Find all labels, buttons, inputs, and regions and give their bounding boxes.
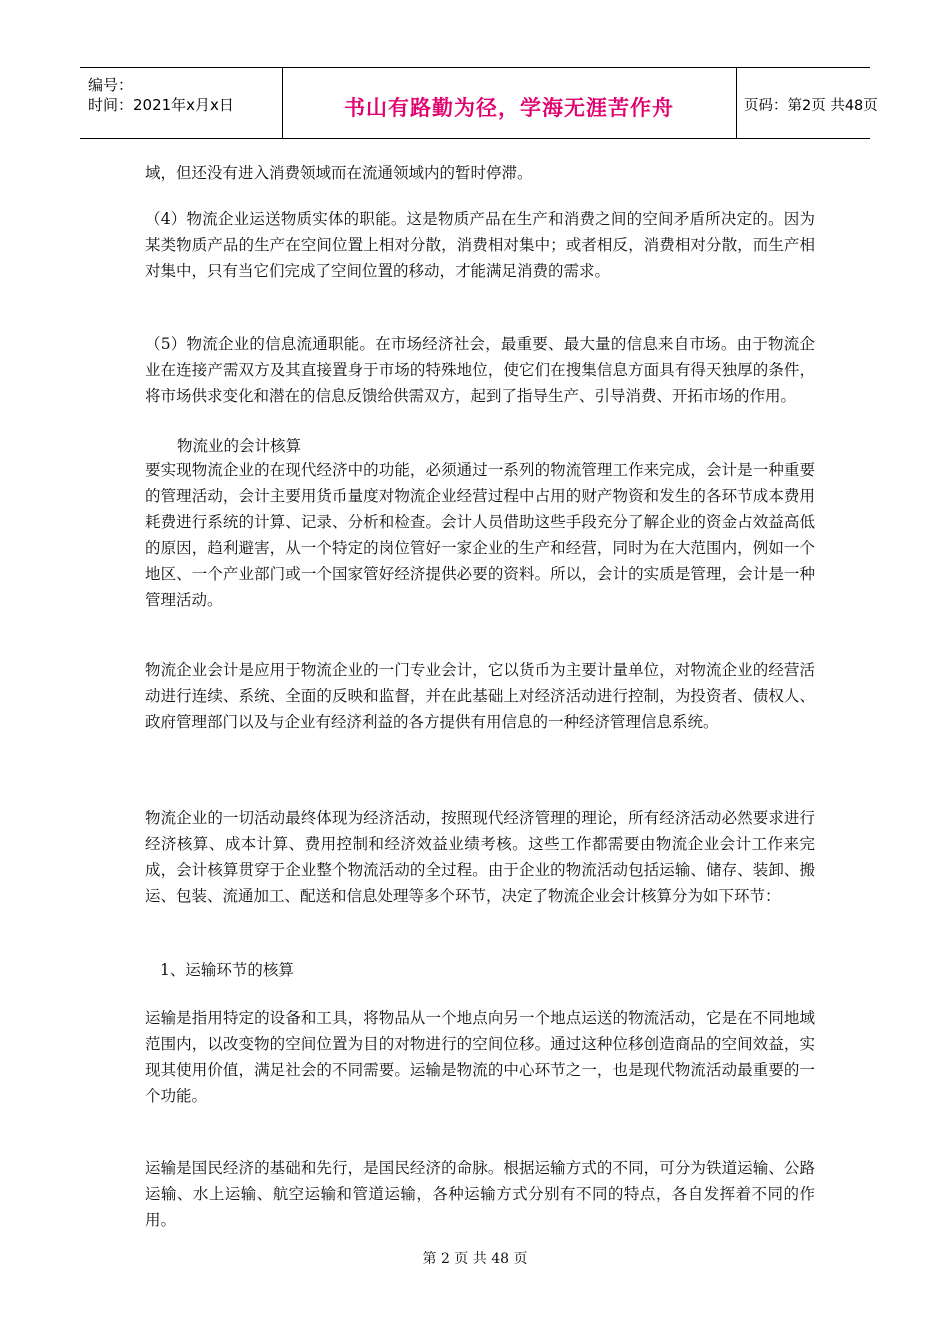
date-label: 时间：2021年x月x日 bbox=[88, 96, 234, 114]
document-header bbox=[80, 67, 878, 139]
motto-text: 书山有路勤为径，学海无涯苦作舟 bbox=[344, 96, 674, 120]
page-footer: 第 2 页 共 48 页 bbox=[422, 1251, 528, 1267]
header-left-cell bbox=[80, 68, 283, 138]
section-heading: 物流业的会计核算 bbox=[177, 437, 302, 455]
header-motto-cell bbox=[282, 68, 737, 138]
paragraph: 物流企业会计是应用于物流企业的一门专业会计，它以货币为主要计量单位，对物流企业的经营活动进行连续、系统、全面的反映和监督，并在此基础上对经济活动进行控制，为投资者、债权人、政府管理部门以及与企业有经济利益的各方提供有用信息的一种经济管理信息系统。 bbox=[145, 661, 815, 731]
paragraph: 域，但还没有进入消费领域而在流通领域内的暂时停滞。 bbox=[145, 164, 533, 182]
subsection-heading: 1、运输环节的核算 bbox=[160, 961, 294, 979]
paragraph: 物流企业的一切活动最终体现为经济活动，按照现代经济管理的理论，所有经济活动必然要求进行经济核算、成本计算、费用控制和经济效益业绩考核。这些工作都需要由物流企业会计工作来完成，会计核算贯穿于企业整个物流活动的全过程。由于企业的物流活动包括运输、储存、装卸、搬运、包装、流通加工、配送和信息处理等多个环节，决定了物流企业会计核算分为如下环节： bbox=[145, 809, 815, 905]
paragraph: 运输是指用特定的设备和工具，将物品从一个地点向另一个地点运送的物流活动，它是在不同地域范围内，以改变物的空间位置为目的对物进行的空间位移。通过这种位移创造商品的空间效益，实现其使用价值，满足社会的不同需要。运输是物流的中心环节之一，也是现代物流活动最重要的一个功能。 bbox=[145, 1009, 815, 1105]
page-info: 页码：第2页 共48页 bbox=[744, 98, 878, 114]
header-right-cell bbox=[736, 68, 878, 138]
paragraph: 运输是国民经济的基础和先行，是国民经济的命脉。根据运输方式的不同，可分为铁道运输、公路运输、水上运输、航空运输和管道运输，各种运输方式分别有不同的特点，各自发挥着不同的作用。 bbox=[145, 1159, 815, 1229]
paragraph: （4）物流企业运送物质实体的职能。这是物质产品在生产和消费之间的空间矛盾所决定的。因为某类物质产品的生产在空间位置上相对分散，消费相对集中；或者相反，消费相对分散，而生产相对集中，只有当它们完成了空间位置的移动，才能满足消费的需求。 bbox=[145, 210, 815, 280]
paragraph: 要实现物流企业的在现代经济中的功能，必须通过一系列的物流管理工作来完成，会计是一种重要的管理活动，会计主要用货币量度对物流企业经营过程中占用的财产物资和发生的各环节成本费用耗费进行系统的计算、记录、分析和检查。会计人员借助这些手段充分了解企业的资金占效益高低的原因，趋利避害，从一个特定的岗位管好一家企业的生产和经营，同时为在大范围内，例如一个地区、一个产业部门或一个国家管好经济提供必要的资料。所以，会计的实质是管理，会计是一种管理活动。 bbox=[145, 461, 815, 609]
paragraph: （5）物流企业的信息流通职能。在市场经济社会，最重要、最大量的信息来自市场。由于物流企业在连接产需双方及其直接置身于市场的特殊地位，使它们在搜集信息方面具有得天独厚的条件，将市场供求变化和潜在的信息反馈给供需双方，起到了指导生产、引导消费、开拓市场的作用。 bbox=[145, 335, 815, 405]
code-label: 编号： bbox=[88, 76, 134, 94]
